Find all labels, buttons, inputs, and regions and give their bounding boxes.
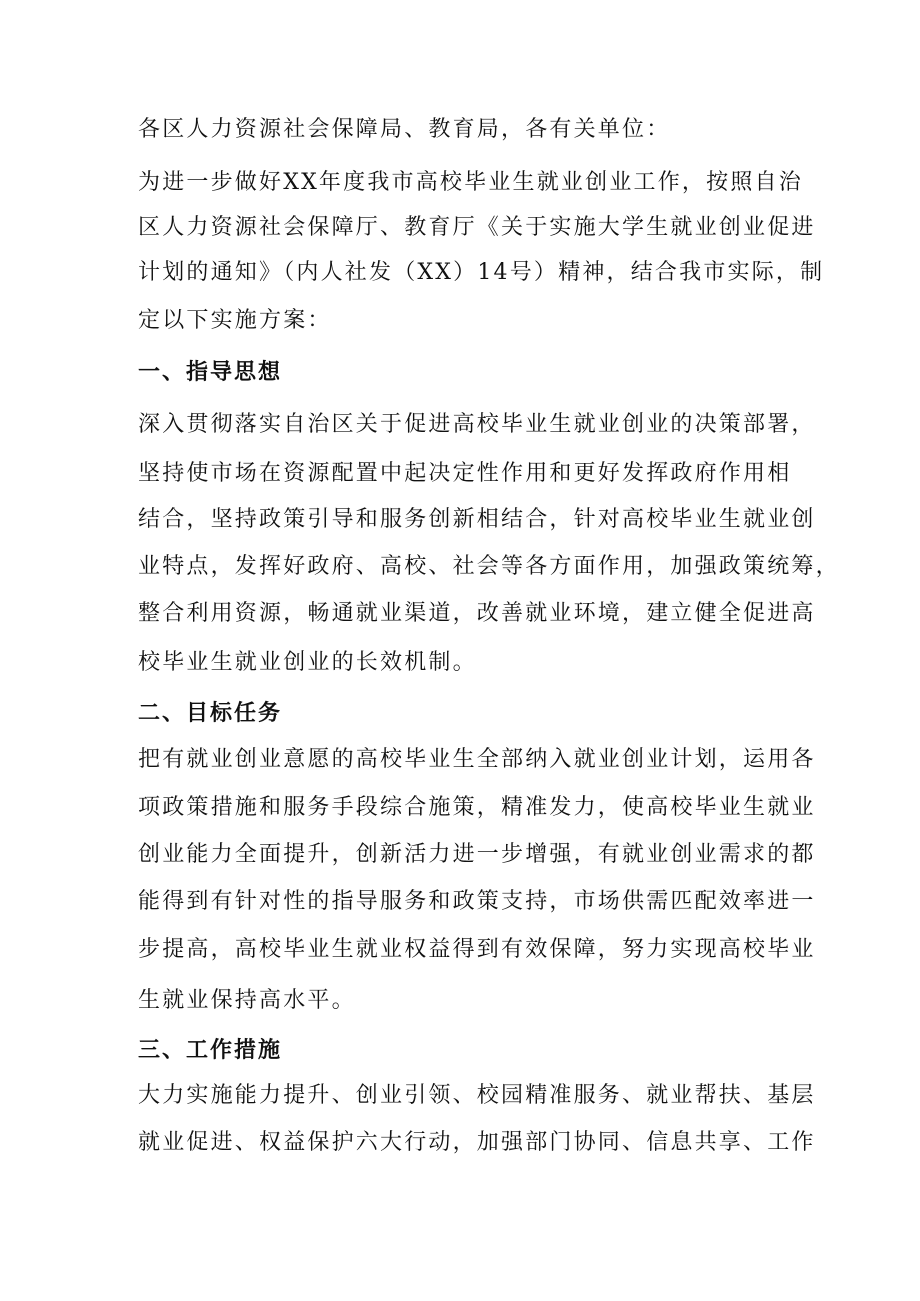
section-3-paragraph-line: 就业促进、权益保护六大行动，加强部门协同、信息共享、工作 [138,1130,816,1155]
section-heading-measures: 三、工作措施 [138,1038,283,1063]
section-1-paragraph-line: 坚持使市场在资源配置中起决定性作用和更好发挥政府作用相 [138,461,792,486]
section-1-paragraph-line: 业特点，发挥好政府、高校、社会等各方面作用，加强政策统筹， [138,554,840,579]
section-2-paragraph-line: 项政策措施和服务手段综合施策，精准发力，使高校毕业生就业 [138,795,816,820]
section-1-paragraph-line: 结合，坚持政策引导和服务创新相结合，针对高校毕业生就业创 [138,507,816,532]
section-1-paragraph-line: 整合利用资源，畅通就业渠道，改善就业环境，建立健全促进高 [138,601,816,626]
section-1-paragraph-line: 校毕业生就业创业的长效机制。 [138,650,477,675]
intro-paragraph-line: 定以下实施方案： [138,308,332,333]
section-2-paragraph-line: 把有就业创业意愿的高校毕业生全部纳入就业创业计划，运用各 [138,747,816,772]
section-heading-guiding-thought: 一、指导思想 [138,360,283,385]
section-1-paragraph-line: 深入贯彻落实自治区关于促进高校毕业生就业创业的决策部署， [138,412,816,437]
salutation-line: 各区人力资源社会保障局、教育局，各有关单位： [138,117,671,142]
section-2-paragraph-line: 能得到有针对性的指导服务和政策支持，市场供需匹配效率进一 [138,889,816,914]
section-2-paragraph-line: 步提高，高校毕业生就业权益得到有效保障，努力实现高校毕业 [138,937,816,962]
section-2-paragraph-line: 创业能力全面提升，创新活力进一步增强，有就业创业需求的都 [138,842,816,867]
intro-paragraph-line: 区人力资源社会保障厅、教育厅《关于实施大学生就业创业促进 [138,215,816,240]
section-3-paragraph-line: 大力实施能力提升、创业引领、校园精准服务、就业帮扶、基层 [138,1083,816,1108]
section-heading-goals: 二、目标任务 [138,701,283,726]
intro-paragraph-line: 计划的通知》（内人社发（XX）14号）精神，结合我市实际，制 [138,260,825,285]
intro-paragraph-line: 为进一步做好XX年度我市高校毕业生就业创业工作，按照自治 [138,170,803,195]
section-2-paragraph-line: 生就业保持高水平。 [138,988,356,1013]
